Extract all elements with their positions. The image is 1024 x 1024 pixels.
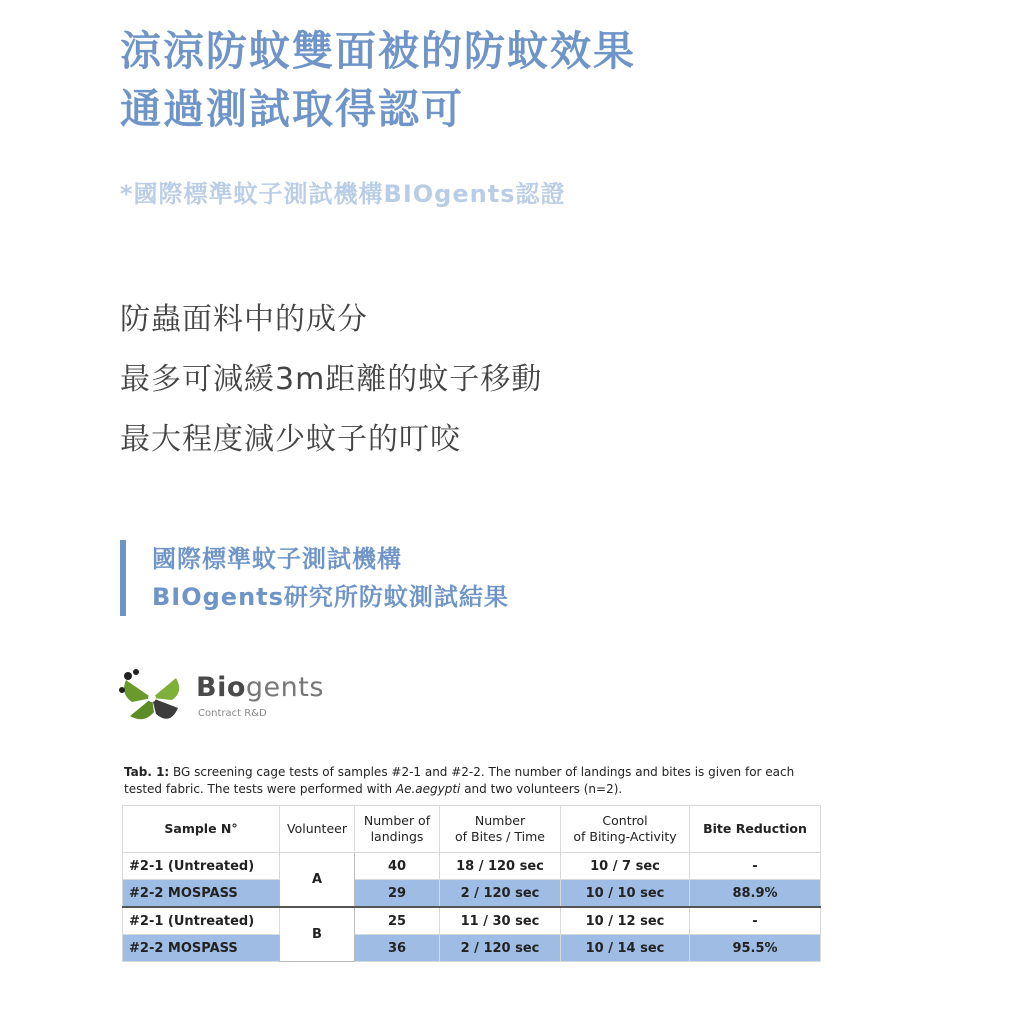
table-header-row [123,806,821,853]
cell-reduction: - [690,907,821,935]
test-results-callout [120,540,509,616]
headline-line-2: 通過測試取得認可 [120,85,464,133]
logo-tagline: Contract R&D [198,708,267,719]
header-volunteer: Volunteer [280,806,355,853]
cell-control: 10 / 12 sec [561,907,690,935]
cell-reduction: 95.5% [690,935,821,962]
cell-bites: 11 / 30 sec [440,907,561,935]
logo-wordmark: Biogents [196,672,324,703]
cell-landings: 36 [355,935,440,962]
test-results-table [122,805,821,962]
headline [120,22,636,138]
table-caption: Tab. 1: BG screening cage tests of samples #2-1 and #2-2. The number of landings and bites is given for each tested fabric. The tests were performed with Ae.aegypti and two volunteers (n=2). [124,765,795,796]
header-bite-reduction: Bite Reduction [690,806,821,853]
cell-sample: #2-1 (Untreated) [123,907,280,935]
feature-list [120,290,542,470]
feature-item: 最多可減緩3m距離的蚊子移動 [120,362,543,397]
cell-landings: 25 [355,907,440,935]
cell-control: 10 / 10 sec [561,880,690,908]
cell-sample: #2-2 MOSPASS [123,880,280,908]
cell-control: 10 / 14 sec [561,935,690,962]
header-landings: Number of landings [355,806,440,853]
header-bites: Number of Bites / Time [440,806,561,853]
certification-note: *國際標準蚊子測試機構BIOgents認證 [120,180,566,208]
cell-bites: 18 / 120 sec [440,853,561,880]
cell-volunteer: A [280,853,355,908]
header-sample: Sample N° [123,806,280,853]
cell-volunteer: B [280,907,355,962]
cell-bites: 2 / 120 sec [440,935,561,962]
cell-control: 10 / 7 sec [561,853,690,880]
cell-reduction: - [690,853,821,880]
table-row [123,880,821,908]
cell-landings: 29 [355,880,440,908]
cell-landings: 40 [355,853,440,880]
biogents-logo [118,668,338,728]
table-row [123,907,821,935]
callout-line-1: 國際標準蚊子測試機構 [152,545,402,573]
headline-line-1: 涼涼防蚊雙面被的防蚊效果 [120,27,636,75]
cell-reduction: 88.9% [690,880,821,908]
table-row [123,853,821,880]
biogents-leaf-icon [118,668,188,728]
cell-sample: #2-2 MOSPASS [123,935,280,962]
cell-sample: #2-1 (Untreated) [123,853,280,880]
cell-bites: 2 / 120 sec [440,880,561,908]
table-row [123,935,821,962]
feature-item: 防蟲面料中的成分 [120,302,368,337]
header-control: Control of Biting-Activity [561,806,690,853]
feature-item: 最大程度減少蚊子的叮咬 [120,422,461,457]
callout-line-2: BIOgents研究所防蚊測試結果 [152,583,509,611]
